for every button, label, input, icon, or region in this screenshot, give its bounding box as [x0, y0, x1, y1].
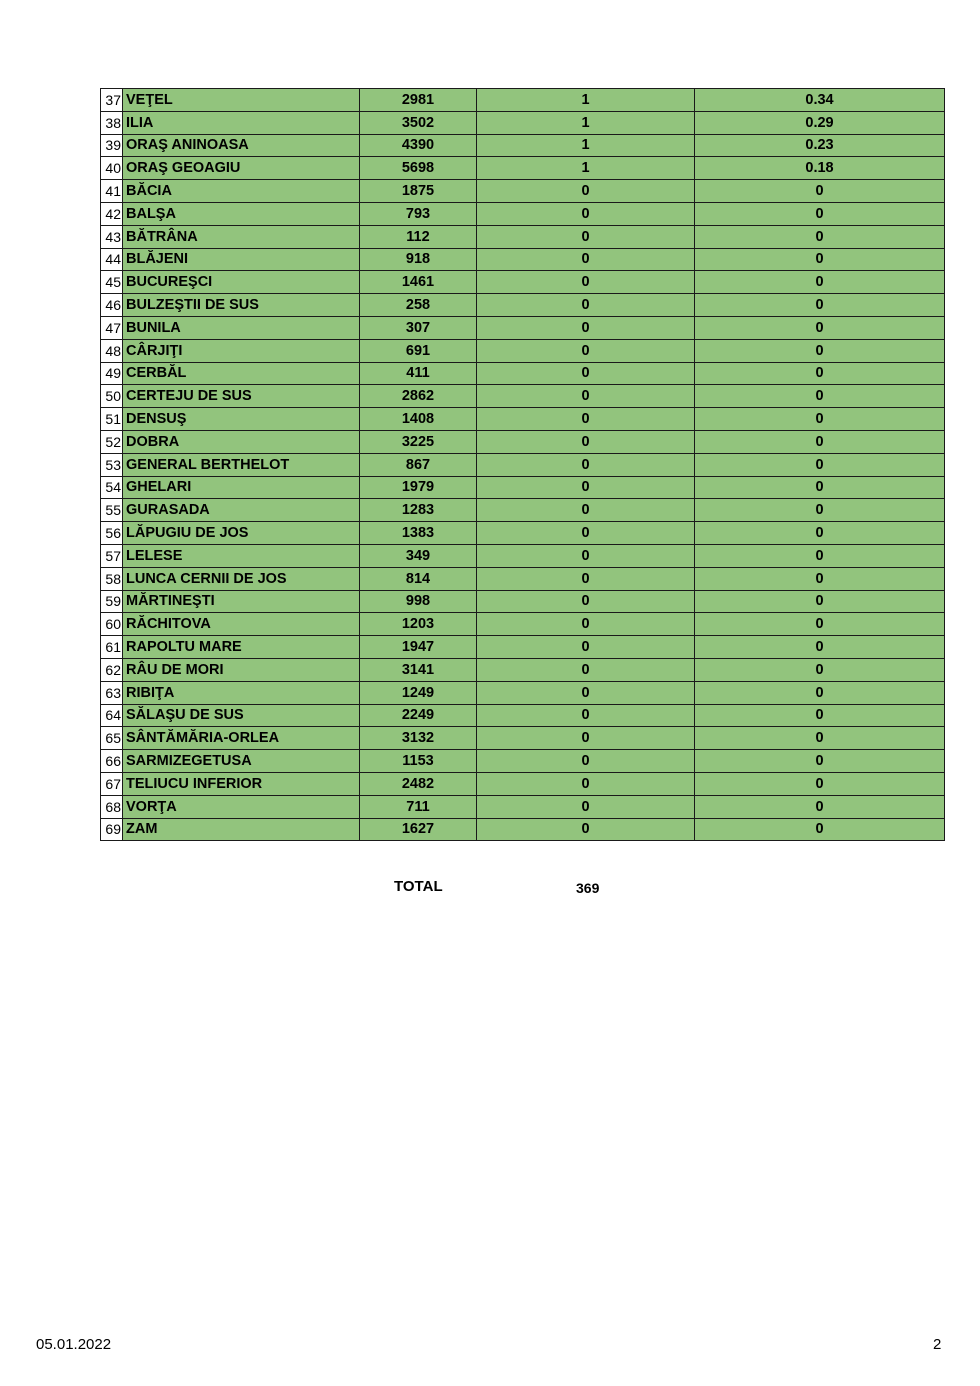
population-cell: 112 [360, 225, 477, 248]
locality-name-cell: RAPOLTU MARE [123, 636, 360, 659]
case-count-cell: 0 [477, 225, 695, 248]
table-row [101, 294, 945, 317]
locality-name-cell: CÂRJIŢI [123, 339, 360, 362]
table-row [101, 590, 945, 613]
locality-name-cell: GHELARI [123, 476, 360, 499]
case-count-cell: 0 [477, 636, 695, 659]
row-number-cell: 48 [101, 339, 123, 362]
case-count-cell: 0 [477, 681, 695, 704]
row-number-cell: 53 [101, 453, 123, 476]
row-number-cell: 59 [101, 590, 123, 613]
table-row [101, 750, 945, 773]
case-count-cell: 1 [477, 111, 695, 134]
row-number-cell: 46 [101, 294, 123, 317]
row-number-cell: 62 [101, 658, 123, 681]
population-cell: 5698 [360, 157, 477, 180]
locality-name-cell: BUNILA [123, 316, 360, 339]
row-number-cell: 42 [101, 202, 123, 225]
locality-name-cell: LELESE [123, 544, 360, 567]
incidence-rate-cell: 0 [695, 590, 945, 613]
table-row [101, 271, 945, 294]
case-count-cell: 0 [477, 658, 695, 681]
population-cell: 349 [360, 544, 477, 567]
incidence-rate-cell: 0 [695, 339, 945, 362]
population-cell: 2482 [360, 772, 477, 795]
row-number-cell: 63 [101, 681, 123, 704]
population-cell: 1408 [360, 408, 477, 431]
row-number-cell: 41 [101, 180, 123, 203]
table-row [101, 362, 945, 385]
table-row [101, 248, 945, 271]
row-number-cell: 64 [101, 704, 123, 727]
case-count-cell: 0 [477, 795, 695, 818]
table-row [101, 636, 945, 659]
total-label: TOTAL [394, 878, 443, 895]
case-count-cell: 0 [477, 362, 695, 385]
table-row [101, 681, 945, 704]
incidence-rate-cell: 0 [695, 704, 945, 727]
case-count-cell: 0 [477, 180, 695, 203]
incidence-rate-cell: 0 [695, 567, 945, 590]
incidence-rate-cell: 0 [695, 362, 945, 385]
population-cell: 867 [360, 453, 477, 476]
case-count-cell: 0 [477, 750, 695, 773]
incidence-rate-cell: 0.18 [695, 157, 945, 180]
row-number-cell: 60 [101, 613, 123, 636]
locality-name-cell: LĂPUGIU DE JOS [123, 522, 360, 545]
case-count-cell: 0 [477, 385, 695, 408]
row-number-cell: 38 [101, 111, 123, 134]
case-count-cell: 0 [477, 430, 695, 453]
row-number-cell: 50 [101, 385, 123, 408]
row-number-cell: 45 [101, 271, 123, 294]
population-cell: 793 [360, 202, 477, 225]
locality-name-cell: SĂLAŞU DE SUS [123, 704, 360, 727]
case-count-cell: 0 [477, 476, 695, 499]
table-row [101, 613, 945, 636]
case-count-cell: 0 [477, 271, 695, 294]
table-row [101, 818, 945, 841]
incidence-rate-cell: 0 [695, 316, 945, 339]
locality-name-cell: BĂCIA [123, 180, 360, 203]
population-cell: 814 [360, 567, 477, 590]
table-row [101, 544, 945, 567]
locality-name-cell: DENSUŞ [123, 408, 360, 431]
row-number-cell: 55 [101, 499, 123, 522]
locality-name-cell: BALŞA [123, 202, 360, 225]
population-cell: 2249 [360, 704, 477, 727]
incidence-rate-cell: 0 [695, 202, 945, 225]
incidence-rate-cell: 0 [695, 248, 945, 271]
table-row [101, 157, 945, 180]
population-cell: 3502 [360, 111, 477, 134]
population-cell: 1627 [360, 818, 477, 841]
case-count-cell: 0 [477, 590, 695, 613]
table-row [101, 202, 945, 225]
case-count-cell: 0 [477, 567, 695, 590]
case-count-cell: 0 [477, 613, 695, 636]
table-row [101, 408, 945, 431]
row-number-cell: 51 [101, 408, 123, 431]
row-number-cell: 57 [101, 544, 123, 567]
incidence-rate-cell: 0 [695, 430, 945, 453]
locality-name-cell: RIBIŢA [123, 681, 360, 704]
population-cell: 1249 [360, 681, 477, 704]
locality-name-cell: ZAM [123, 818, 360, 841]
case-count-cell: 0 [477, 499, 695, 522]
localities-table [100, 88, 945, 841]
locality-name-cell: RÂU DE MORI [123, 658, 360, 681]
incidence-rate-cell: 0 [695, 750, 945, 773]
locality-name-cell: TELIUCU INFERIOR [123, 772, 360, 795]
row-number-cell: 44 [101, 248, 123, 271]
table-row [101, 453, 945, 476]
row-number-cell: 56 [101, 522, 123, 545]
row-number-cell: 47 [101, 316, 123, 339]
population-cell: 307 [360, 316, 477, 339]
population-cell: 691 [360, 339, 477, 362]
table-row [101, 316, 945, 339]
locality-name-cell: BĂTRÂNA [123, 225, 360, 248]
locality-name-cell: MĂRTINEŞTI [123, 590, 360, 613]
incidence-rate-cell: 0 [695, 294, 945, 317]
population-cell: 3141 [360, 658, 477, 681]
locality-name-cell: ORAŞ ANINOASA [123, 134, 360, 157]
incidence-rate-cell: 0 [695, 476, 945, 499]
case-count-cell: 0 [477, 522, 695, 545]
incidence-rate-cell: 0 [695, 385, 945, 408]
incidence-rate-cell: 0 [695, 818, 945, 841]
table-row [101, 795, 945, 818]
locality-name-cell: DOBRA [123, 430, 360, 453]
table-row [101, 385, 945, 408]
case-count-cell: 0 [477, 248, 695, 271]
locality-name-cell: BLĂJENI [123, 248, 360, 271]
locality-name-cell: VORŢA [123, 795, 360, 818]
row-number-cell: 69 [101, 818, 123, 841]
locality-name-cell: BUCUREŞCI [123, 271, 360, 294]
population-cell: 3132 [360, 727, 477, 750]
case-count-cell: 0 [477, 294, 695, 317]
incidence-rate-cell: 0 [695, 453, 945, 476]
population-cell: 3225 [360, 430, 477, 453]
incidence-rate-cell: 0 [695, 727, 945, 750]
case-count-cell: 0 [477, 408, 695, 431]
table-row [101, 134, 945, 157]
population-cell: 1203 [360, 613, 477, 636]
population-cell: 2862 [360, 385, 477, 408]
row-number-cell: 58 [101, 567, 123, 590]
table-row [101, 499, 945, 522]
incidence-rate-cell: 0 [695, 636, 945, 659]
incidence-rate-cell: 0 [695, 408, 945, 431]
case-count-cell: 0 [477, 316, 695, 339]
population-cell: 1153 [360, 750, 477, 773]
locality-name-cell: LUNCA CERNII DE JOS [123, 567, 360, 590]
row-number-cell: 65 [101, 727, 123, 750]
row-number-cell: 43 [101, 225, 123, 248]
case-count-cell: 0 [477, 818, 695, 841]
incidence-rate-cell: 0 [695, 772, 945, 795]
case-count-cell: 0 [477, 727, 695, 750]
row-number-cell: 52 [101, 430, 123, 453]
table-row [101, 180, 945, 203]
footer-date: 05.01.2022 [36, 1336, 112, 1353]
locality-name-cell: RĂCHITOVA [123, 613, 360, 636]
population-cell: 1875 [360, 180, 477, 203]
incidence-rate-cell: 0.29 [695, 111, 945, 134]
case-count-cell: 0 [477, 202, 695, 225]
locality-name-cell: CERTEJU DE SUS [123, 385, 360, 408]
table-row [101, 111, 945, 134]
incidence-rate-cell: 0 [695, 544, 945, 567]
population-cell: 1947 [360, 636, 477, 659]
total-value: 369 [576, 880, 600, 896]
table-row [101, 89, 945, 112]
locality-name-cell: GURASADA [123, 499, 360, 522]
row-number-cell: 61 [101, 636, 123, 659]
row-number-cell: 68 [101, 795, 123, 818]
case-count-cell: 0 [477, 544, 695, 567]
locality-name-cell: GENERAL BERTHELOT [123, 453, 360, 476]
locality-name-cell: ORAŞ GEOAGIU [123, 157, 360, 180]
row-number-cell: 37 [101, 89, 123, 112]
case-count-cell: 0 [477, 453, 695, 476]
row-number-cell: 67 [101, 772, 123, 795]
incidence-rate-cell: 0 [695, 522, 945, 545]
case-count-cell: 0 [477, 704, 695, 727]
incidence-rate-cell: 0 [695, 795, 945, 818]
case-count-cell: 1 [477, 89, 695, 112]
population-cell: 918 [360, 248, 477, 271]
population-cell: 1979 [360, 476, 477, 499]
table-row [101, 658, 945, 681]
table-row [101, 430, 945, 453]
locality-name-cell: SARMIZEGETUSA [123, 750, 360, 773]
row-number-cell: 54 [101, 476, 123, 499]
incidence-rate-cell: 0 [695, 658, 945, 681]
row-number-cell: 39 [101, 134, 123, 157]
table-row [101, 704, 945, 727]
case-count-cell: 1 [477, 134, 695, 157]
population-cell: 1383 [360, 522, 477, 545]
incidence-rate-cell: 0 [695, 180, 945, 203]
locality-name-cell: SÂNTĂMĂRIA-ORLEA [123, 727, 360, 750]
incidence-rate-cell: 0 [695, 681, 945, 704]
population-cell: 1283 [360, 499, 477, 522]
population-cell: 1461 [360, 271, 477, 294]
incidence-rate-cell: 0 [695, 271, 945, 294]
table-row [101, 772, 945, 795]
table-row [101, 339, 945, 362]
row-number-cell: 66 [101, 750, 123, 773]
population-cell: 998 [360, 590, 477, 613]
population-cell: 4390 [360, 134, 477, 157]
table-row [101, 522, 945, 545]
table-row [101, 727, 945, 750]
locality-name-cell: BULZEŞTII DE SUS [123, 294, 360, 317]
locality-name-cell: VEŢEL [123, 89, 360, 112]
row-number-cell: 49 [101, 362, 123, 385]
row-number-cell: 40 [101, 157, 123, 180]
table-row [101, 476, 945, 499]
table-row [101, 225, 945, 248]
locality-name-cell: CERBĂL [123, 362, 360, 385]
case-count-cell: 1 [477, 157, 695, 180]
population-cell: 2981 [360, 89, 477, 112]
table-row [101, 567, 945, 590]
incidence-rate-cell: 0 [695, 613, 945, 636]
incidence-rate-cell: 0.34 [695, 89, 945, 112]
population-cell: 711 [360, 795, 477, 818]
incidence-rate-cell: 0.23 [695, 134, 945, 157]
population-cell: 258 [360, 294, 477, 317]
page-number: 2 [933, 1336, 942, 1353]
case-count-cell: 0 [477, 339, 695, 362]
population-cell: 411 [360, 362, 477, 385]
incidence-rate-cell: 0 [695, 499, 945, 522]
locality-name-cell: ILIA [123, 111, 360, 134]
case-count-cell: 0 [477, 772, 695, 795]
incidence-rate-cell: 0 [695, 225, 945, 248]
